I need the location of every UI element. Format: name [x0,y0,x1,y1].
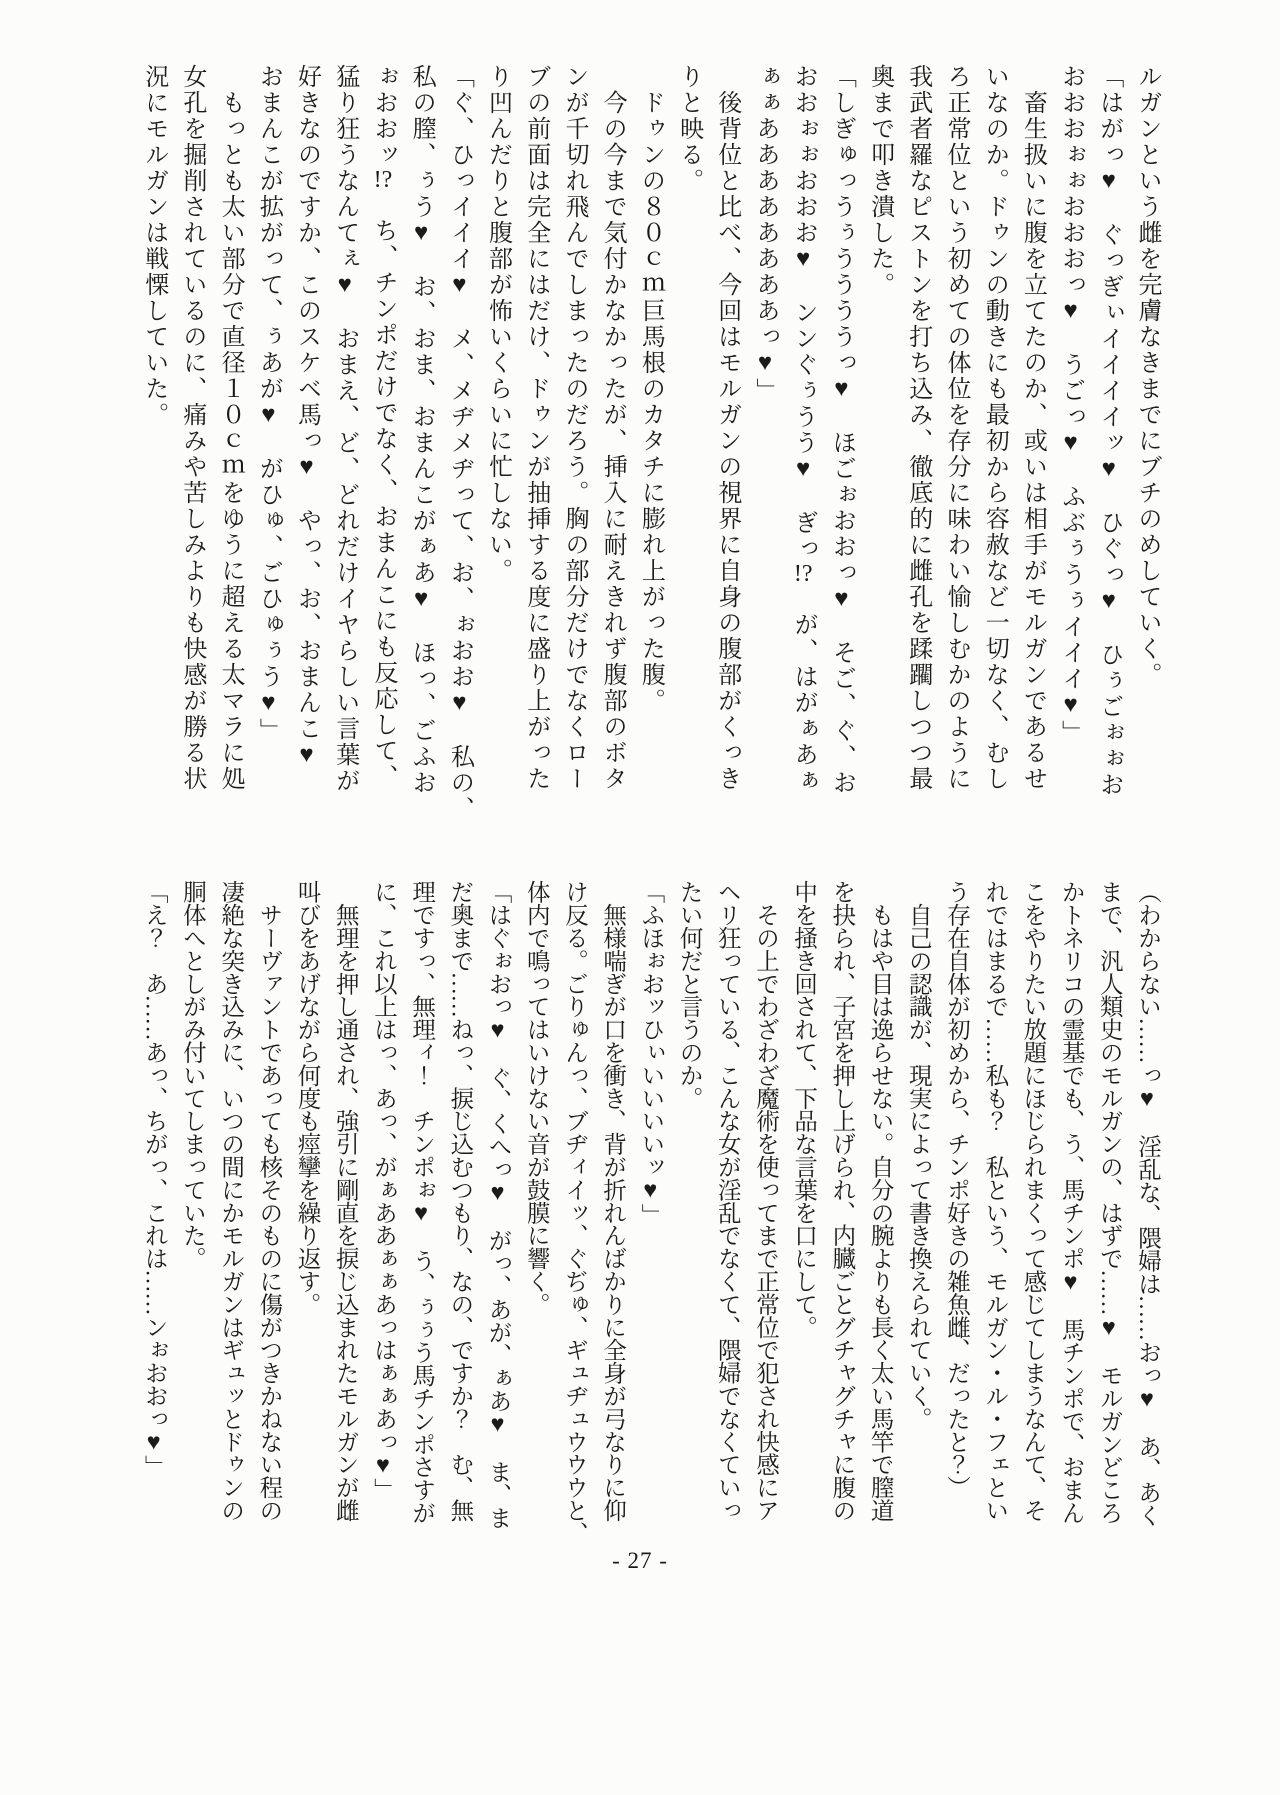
text-column: おおぉぉおおお♥ ンンぐぅうう♥ ぎっ!? が、はがぁあぁ [790,64,817,794]
text-column: 猛り狂うなんてぇ♥ おまえ、ど、どれだけイヤらしい言葉が [331,64,358,794]
text-column: 女孔を掘削されているのに、痛みや苦しみよりも快感が勝る状 [178,64,205,792]
text-column: 況にモルガンは戦慄していた。 [140,64,167,428]
text-column: たい何だと言うのか。 [675,880,702,1110]
text-column: だ奥まで……ねっ、捩じ込むつもり、なの、ですか？ む、無 [446,880,473,1522]
text-column: 畜生扱いに腹を立てたのか、或いは相手がモルガンであるせ [1019,64,1046,792]
bottom-text-block [135,880,1166,1545]
exclamation-question-mark: !? [793,562,813,586]
text-column: 好きなのですか、このスケベ馬っ♥ やっ、お、おまんこ♥ [293,64,320,770]
text-column: 「しぎゅっうぅううううっ♥ ほごぉおおっ♥ そご、ぐ、お [828,64,855,796]
text-column: おおおぉぉおおおっ♥ うごっ♥ ふぶぅうぅイイイ♥」 [1057,64,1084,746]
text-column: かトネリコの霊基でも、う、馬チンポ♥ 馬チンポで、おまん [1057,880,1084,1524]
text-column: おまんこが拡がって、ぅあが♥ がひゅ、ごひゅぅう♥」 [255,64,282,744]
text-column: 「はぐぉおっ♥ ぐ、くへっ♥ がっ、あが、ぁあ♥ ま、ま [484,880,511,1529]
text-column: に、これ以上はっ、あっ、がぁああぁぁあっはぁぁあっ♥」 [369,880,396,1501]
text-column: （わからない……っ♥ 淫乱な、隈婦は……おっ♥ あ、あく [1134,880,1160,1527]
text-column: ブの前面は完全にはだけ、ドゥンが抽挿する度に盛り上がった [522,64,549,792]
text-column: ろ正常位という初めての体位を存分に味わい愉しむかのように [942,64,969,792]
text-column: もっとも太い部分で直径１０ｃｍをゆうに超える太マラに処 [217,64,244,792]
text-column: いなのか。ドゥンの動きにも最初から容赦など一切なく、むし [981,64,1008,792]
text-column: こをやりたい放題にほじられまくって感じてしまうなんて、そ [1019,880,1046,1522]
text-column: ぉおおッ!? ち、チンポだけでなく、おまんこにも反応して、 [369,64,396,790]
text-column: りと映る。 [675,64,702,194]
text-column: 「はがっ♥ ぐっぎぃイイイイッ♥ ひぐっ♥ ひぅごぉぉお [1095,64,1122,798]
text-column: ヘリ狂っている、こんな女が淫乱でなくて、隈婦でなくていっ [713,880,740,1522]
text-column: け反る。ごりゅんっ、ブヂィイッ、ぐぢゅ、ギュヂュウウウと、 [560,880,587,1545]
text-column: 自己の認識が、現実によって書き換えられていく。 [904,880,931,1430]
text-column: ドゥンの８０ｃｍ巨馬根のカタチに膨れ上がった腹。 [637,64,664,714]
text-column: ぁぁああああああああっ♥」 [751,64,778,404]
text-column: 我武者羅なピストンを打ち込み、徹底的に雌孔を蹂躙しつつ最 [904,64,931,792]
text-column: 理ですっ、無理ィ！ チンポぉ♥ う、ぅぅう馬チンポさすが [408,880,435,1524]
text-column: 体内で鳴ってはいけない音が鼓膜に響く。 [522,880,549,1316]
text-column: 中を掻き回されて、下品な言葉を口にして。 [790,880,817,1339]
text-column: う存在自体が初めから、チンポ好きの雑魚雌、だったと？） [942,880,969,1499]
text-column: まで、汎人類史のモルガンの、はずで……♥ モルガンどころ [1095,880,1122,1524]
text-column: 「え？ あ……あっ、ちがっ、これは……ンぉおおっ♥」 [140,880,167,1478]
page-number: - 27 - [612,1548,668,1573]
text-column: り凹んだりと腹部が怖いくらいに忙しない。 [484,64,511,584]
text-column: サーヴァントであっても核そのものに傷がつきかねない程の [255,880,282,1522]
text-column: ルガンという雌を完膚なきまでにブチのめしていく。 [1134,64,1160,688]
text-column: もはや目は逸らせない。自分の腕よりも長く太い馬竿で膣道 [866,880,893,1522]
text-column: れではまるで……私も？ 私という、モルガン・ル・フェとい [981,880,1008,1522]
text-column: 「ふほぉおッひぃいいいいッ♥」 [637,880,664,1227]
text-column: 無様喘ぎが口を衝き、背が折れんばかりに全身が弓なりに仰 [599,880,626,1522]
text-column: 私の膣、ぅう♥ お、おま、おまんこがぁあ♥ ほっ、ごふお [408,64,435,796]
text-column: 奥まで叩き潰した。 [866,64,893,298]
text-column: 胴体へとしがみ付いてしまっていた。 [178,880,205,1270]
text-column: 凄絶な突き込みに、いつの間にかモルガンはギュッとドゥンの [217,880,244,1522]
text-column: 今の今まで気付かなかったが、挿入に耐えきれず腹部のボタ [599,64,626,792]
text-column: 無理を押し通され、強引に剛直を捩じ込まれたモルガンが雌 [331,880,358,1522]
text-column: を抉られ、子宮を押し上げられ、内臓ごとグチャグチャに腹の [828,880,855,1522]
exclamation-question-mark: !? [373,168,393,192]
text-column: 「ぐ、ひっイイイ♥ メ、メヂメヂって、お、ぉおお♥ 私の、 [446,64,473,822]
text-column: ンが千切れ飛んでしまったのだろう。胸の部分だけでなくロー [560,64,587,792]
text-column: 後背位と比べ、今回はモルガンの視界に自身の腹部がくっき [713,64,740,792]
text-column: 叫びをあげながら何度も痙攣を繰り返す。 [293,880,320,1316]
text-column: その上でわざわざ魔術を使ってまで正常位で犯され快感にア [751,880,778,1522]
top-text-block [135,64,1166,859]
